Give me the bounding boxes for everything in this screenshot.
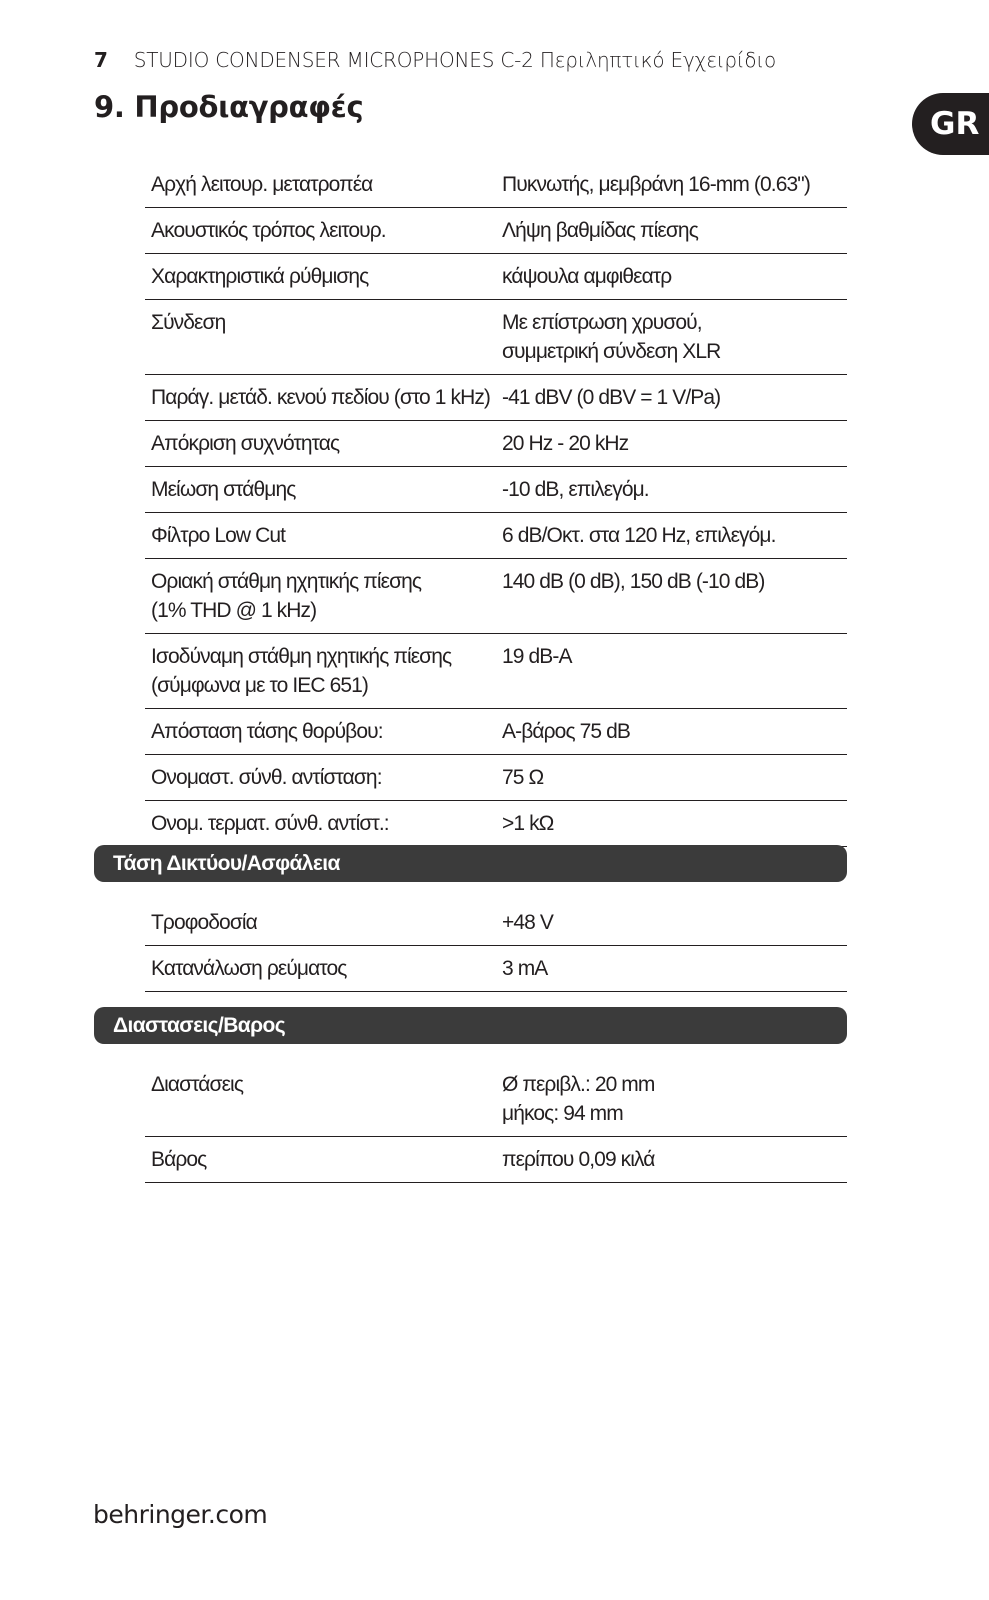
page-number: 7 xyxy=(94,48,108,72)
spec-value xyxy=(496,162,847,208)
spec-label xyxy=(145,375,496,421)
spec-label-line: Απόσταση τάσης θορύβου: xyxy=(151,720,383,743)
specs-table xyxy=(145,162,847,847)
language-tab: GR xyxy=(912,93,989,155)
spec-value-line: κάψουλα αμφιθεατρ xyxy=(502,265,672,288)
spec-label xyxy=(145,900,496,946)
spec-label-line: Διαστάσεις xyxy=(151,1073,244,1096)
spec-label-line: Ισοδύναμη στάθμη ηχητικής πίεσης xyxy=(151,645,452,668)
spec-value xyxy=(496,375,847,421)
spec-label-line: Σύνδεση xyxy=(151,311,226,334)
spec-value-line: -41 dBV (0 dBV = 1 V/Pa) xyxy=(502,386,721,409)
spec-row xyxy=(145,634,847,709)
spec-row xyxy=(145,946,847,992)
spec-value-line: περίπου 0,09 κιλά xyxy=(502,1148,655,1171)
spec-label-line: Τροφοδοσία xyxy=(151,911,257,934)
spec-value-line: μήκος: 94 mm xyxy=(502,1102,623,1125)
spec-value xyxy=(496,1062,847,1137)
spec-label-line: Αρχή λειτουρ. μετατροπέα xyxy=(151,173,373,196)
spec-row xyxy=(145,375,847,421)
spec-row xyxy=(145,1137,847,1183)
spec-label-line: Κατανάλωση ρεύματος xyxy=(151,957,347,980)
dimensions-specs-table xyxy=(145,1062,847,1183)
spec-value-line: -10 dB, επιλεγόμ. xyxy=(502,478,649,501)
spec-label-line: Ονομαστ. σύνθ. αντίσταση: xyxy=(151,766,382,789)
spec-value xyxy=(496,421,847,467)
spec-value-line: Ø περιβλ.: 20 mm xyxy=(502,1073,655,1096)
spec-label-line: Απόκριση συχνότητας xyxy=(151,432,340,455)
spec-label xyxy=(145,1137,496,1183)
running-header xyxy=(94,48,776,72)
spec-label xyxy=(145,467,496,513)
spec-label-line: Φίλτρο Low Cut xyxy=(151,524,286,547)
spec-row xyxy=(145,208,847,254)
spec-label xyxy=(145,162,496,208)
spec-value xyxy=(496,208,847,254)
spec-value-line: 6 dB/Οκτ. στα 120 Hz, επιλεγόμ. xyxy=(502,524,776,547)
spec-row xyxy=(145,755,847,801)
section-title: 9. Προδιαγραφές xyxy=(94,90,364,124)
spec-label-line: (1% THD @ 1 kHz) xyxy=(151,599,317,622)
running-title: STUDIO CONDENSER MICROPHONES C-2 Περιληπτικό Εγχειρίδιο xyxy=(133,48,777,72)
spec-label xyxy=(145,421,496,467)
spec-value-line: +48 V xyxy=(502,911,553,934)
brand-logo: behringer.com xyxy=(93,1500,268,1529)
spec-label-line: Ονομ. τερματ. σύνθ. αντίστ.: xyxy=(151,812,389,835)
spec-value xyxy=(496,709,847,755)
spec-label-line: Μείωση στάθμης xyxy=(151,478,296,501)
spec-value-line: 140 dB (0 dB), 150 dB (-10 dB) xyxy=(502,570,765,593)
spec-label-line: Παράγ. μετάδ. κενού πεδίου (στο 1 kHz) xyxy=(151,386,491,409)
spec-label-line: (σύμφωνα με το IEC 651) xyxy=(151,674,369,697)
spec-value-line: Λήψη βαθμίδας πίεσης xyxy=(502,219,698,242)
spec-row xyxy=(145,467,847,513)
spec-label xyxy=(145,254,496,300)
spec-value-line: 75 Ω xyxy=(502,766,544,789)
spec-value xyxy=(496,1137,847,1183)
dimensions-section-header: Διαστασεις/Βαρος xyxy=(94,1007,847,1044)
spec-row xyxy=(145,1062,847,1137)
spec-value-line: συμμετρική σύνδεση XLR xyxy=(502,340,721,363)
spec-label xyxy=(145,513,496,559)
spec-value-line: A-βάρος 75 dB xyxy=(502,720,630,743)
spec-label xyxy=(145,709,496,755)
spec-label xyxy=(145,946,496,992)
spec-value xyxy=(496,946,847,992)
spec-label-line: Ακουστικός τρόπος λειτουρ. xyxy=(151,219,386,242)
spec-row xyxy=(145,513,847,559)
spec-label-line: Χαρακτηριστικά ρύθμισης xyxy=(151,265,369,288)
spec-value xyxy=(496,801,847,847)
spec-label-line: Οριακή στάθμη ηχητικής πίεσης xyxy=(151,570,422,593)
spec-label xyxy=(145,559,496,634)
spec-label xyxy=(145,801,496,847)
spec-value-line: 19 dB-A xyxy=(502,645,572,668)
spec-row xyxy=(145,709,847,755)
spec-value xyxy=(496,634,847,709)
spec-row xyxy=(145,254,847,300)
spec-value xyxy=(496,755,847,801)
spec-value-line: 20 Hz - 20 kHz xyxy=(502,432,629,455)
spec-row xyxy=(145,559,847,634)
spec-row xyxy=(145,162,847,208)
spec-value-line: 3 mA xyxy=(502,957,548,980)
spec-value xyxy=(496,513,847,559)
spec-value-line: Πυκνωτής, μεμβράνη 16-mm (0.63") xyxy=(502,173,810,196)
spec-value xyxy=(496,254,847,300)
spec-label xyxy=(145,208,496,254)
spec-row xyxy=(145,300,847,375)
spec-value xyxy=(496,900,847,946)
spec-value-line: Με επίστρωση χρυσού, xyxy=(502,311,702,334)
power-section-header: Τάση Δικτύου/Ασφάλεια xyxy=(94,845,847,882)
spec-value-line: >1 kΩ xyxy=(502,812,554,835)
spec-label xyxy=(145,755,496,801)
spec-label xyxy=(145,634,496,709)
spec-label xyxy=(145,300,496,375)
spec-value xyxy=(496,300,847,375)
power-specs-table xyxy=(145,900,847,992)
spec-row xyxy=(145,900,847,946)
spec-row xyxy=(145,421,847,467)
spec-label xyxy=(145,1062,496,1137)
spec-value xyxy=(496,467,847,513)
spec-value xyxy=(496,559,847,634)
spec-row xyxy=(145,801,847,847)
spec-label-line: Βάρος xyxy=(151,1148,207,1171)
